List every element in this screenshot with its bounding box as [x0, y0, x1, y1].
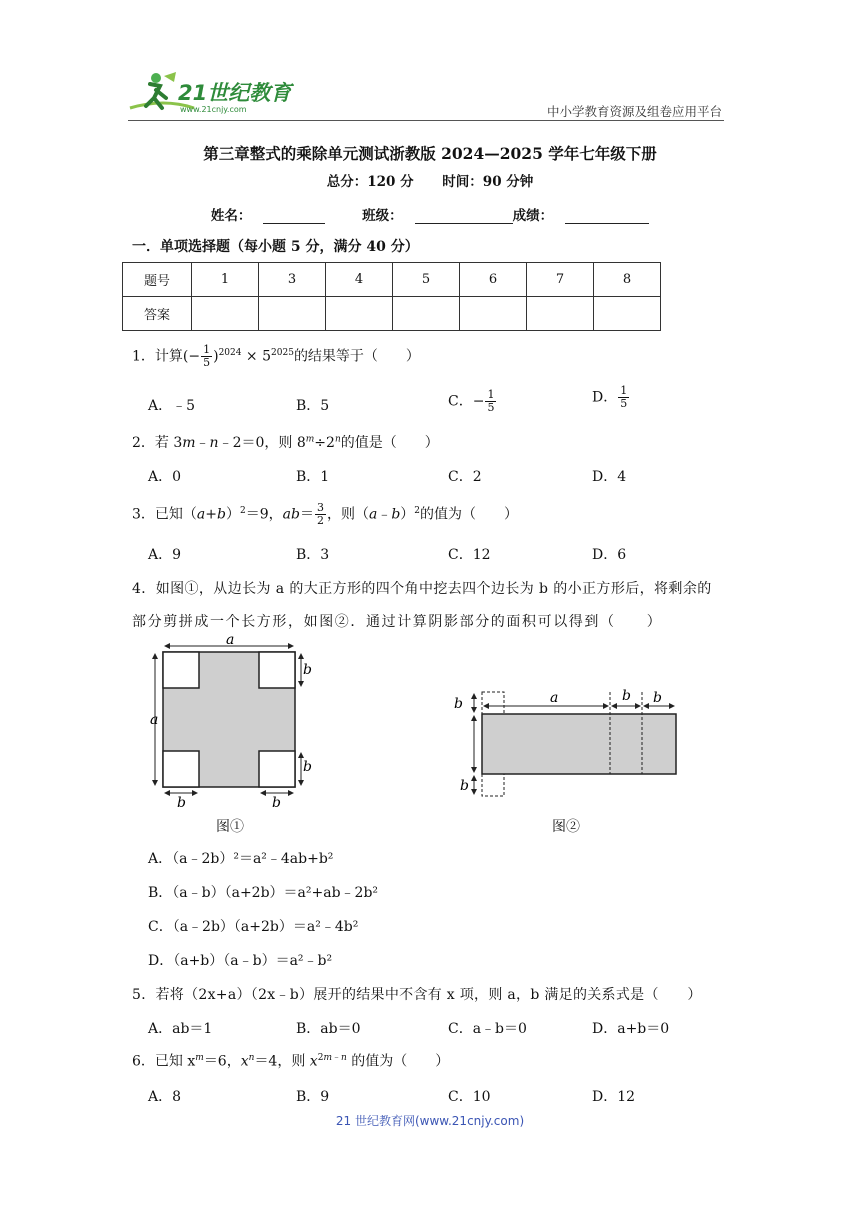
q1-option-d[interactable]: D． $\frac{1}{5}$	[592, 384, 628, 410]
section-heading: 一．单项选择题（每小题 5 分，满分 40 分）	[132, 239, 419, 255]
answer-table	[122, 262, 661, 331]
q5-option-a[interactable]: A．ab＝1	[148, 1021, 213, 1037]
answer-cell[interactable]	[326, 297, 393, 331]
table-cell: 8	[594, 263, 661, 297]
figure-2	[446, 684, 686, 804]
q3-option-d[interactable]: D．6	[592, 547, 627, 563]
q4-option-b[interactable]: B．（a﹣b）（a+2b）＝a²+ab﹣2b²	[148, 885, 379, 901]
grade-field[interactable]	[565, 209, 649, 224]
figure-1	[140, 636, 330, 816]
label-a-top: a	[226, 636, 235, 648]
table-cell: 6	[460, 263, 527, 297]
label-b: b	[653, 690, 662, 706]
question-4-line1: 4．如图①，从边长为 a 的大正方形的四个角中挖去四个边长为 b 的小正方形后，将剩余的	[132, 581, 712, 597]
q5-option-c[interactable]: C．a﹣b＝0	[448, 1021, 527, 1037]
label-b: b	[272, 795, 281, 811]
answer-cell[interactable]	[527, 297, 594, 331]
header-divider	[128, 120, 724, 121]
q3-option-c[interactable]: C．12	[448, 547, 491, 563]
label-a-left: a	[150, 712, 159, 728]
q5-option-b[interactable]: B．ab＝0	[296, 1021, 361, 1037]
q1-fraction: $\frac{1}{5}$	[203, 343, 211, 369]
label-b: b	[622, 688, 631, 704]
question-4-line2: 部分剪拼成一个长方形，如图②．通过计算阴影部分的面积可以得到（ ）	[132, 614, 663, 630]
q3-option-a[interactable]: A．9	[148, 547, 182, 563]
q4-option-c[interactable]: C．（a﹣2b）（a+2b）＝a²﹣4b²	[148, 919, 359, 935]
table-row	[123, 297, 661, 331]
q1-option-b[interactable]: B．5	[296, 398, 330, 414]
q2-option-c[interactable]: C．2	[448, 469, 482, 485]
platform-label: 中小学教育资源及组卷应用平台	[546, 104, 722, 119]
grade-label: 成绩：	[512, 208, 554, 224]
footer[interactable]: 21 世纪教育网(www.21cnjy.com)	[335, 1114, 525, 1128]
table-cell: 3	[259, 263, 326, 297]
q6-option-c[interactable]: C．10	[448, 1089, 491, 1105]
q6-option-d[interactable]: D．12	[592, 1089, 636, 1105]
label-b: b	[454, 696, 463, 712]
answer-cell[interactable]	[393, 297, 460, 331]
label-b: b	[303, 662, 312, 678]
total-score: 总分：120 分	[326, 174, 414, 190]
question-5: 5．若将（2x+a）（2x﹣b）展开的结果中不含有 x 项，则 a，b 满足的关系式是（ ）	[132, 987, 702, 1003]
table-cell: 7	[527, 263, 594, 297]
class-field[interactable]	[415, 209, 513, 224]
q2-option-d[interactable]: D．4	[592, 469, 627, 485]
exam-meta	[0, 170, 860, 190]
q1-option-a[interactable]: A．﹣5	[148, 398, 196, 414]
q4-option-a[interactable]: A．（a﹣2b）²＝a²﹣4ab+b²	[148, 851, 334, 867]
question-6: 6．已知 $x^m=6$，$x^n=4$，则 $x^{2m﹣n}$ 的值为（ ）	[132, 1053, 450, 1070]
svg-text:www.21cnjy.com: www.21cnjy.com	[180, 105, 247, 114]
label-b: b	[460, 778, 469, 794]
question-1: 1．计算(− $\frac{1}{5}$ )$^{2024} \times 5^{2025}$的结果等于（ ）	[132, 343, 420, 369]
page-title: 第三章整式的乘除单元测试浙教版 2024—2025 学年七年级下册	[203, 144, 657, 163]
question-2: 2．若 3m﹣n﹣2＝0，则 $8^m\div 2^n$的值是（ ）	[132, 434, 439, 451]
figure-1-caption: 图①	[216, 819, 244, 835]
table-cell: 答案	[123, 297, 192, 331]
figure-2-caption: 图②	[552, 819, 580, 835]
q6-option-b[interactable]: B．9	[296, 1089, 330, 1105]
student-info	[0, 204, 860, 224]
name-field[interactable]	[263, 209, 325, 224]
q6-option-a[interactable]: A．8	[148, 1089, 182, 1105]
q5-option-d[interactable]: D．a+b＝0	[592, 1021, 670, 1037]
q4-option-d[interactable]: D．（a+b）（a﹣b）＝a²﹣b²	[148, 953, 333, 969]
class-label: 班级：	[362, 208, 403, 224]
answer-cell[interactable]	[259, 297, 326, 331]
table-cell: 题号	[123, 263, 192, 297]
q2-option-a[interactable]: A．0	[148, 469, 182, 485]
q1-option-c[interactable]: C．− $\frac{1}{5}$	[448, 388, 495, 414]
question-3: 3．已知$(a+b)^2=9$，ab＝ $\frac{3}{2}$ ，则（a﹣b）$^2$的值为（ ）	[132, 501, 519, 527]
label-a: a	[550, 690, 559, 706]
answer-cell[interactable]	[460, 297, 527, 331]
table-cell: 5	[393, 263, 460, 297]
time-limit: 时间：90 分钟	[442, 174, 534, 190]
name-label: 姓名：	[210, 208, 252, 224]
label-b: b	[303, 759, 312, 775]
table-row	[123, 263, 661, 297]
q3-option-b[interactable]: B．3	[296, 547, 330, 563]
q2-option-b[interactable]: B．1	[296, 469, 330, 485]
q1-text: 1．计算(−	[132, 348, 201, 365]
label-b: b	[177, 795, 186, 811]
answer-cell[interactable]	[594, 297, 661, 331]
answer-cell[interactable]	[192, 297, 259, 331]
svg-text:21世纪教育: 21世纪教育	[178, 81, 292, 105]
table-cell: 1	[192, 263, 259, 297]
table-cell: 4	[326, 263, 393, 297]
logo	[124, 68, 294, 116]
